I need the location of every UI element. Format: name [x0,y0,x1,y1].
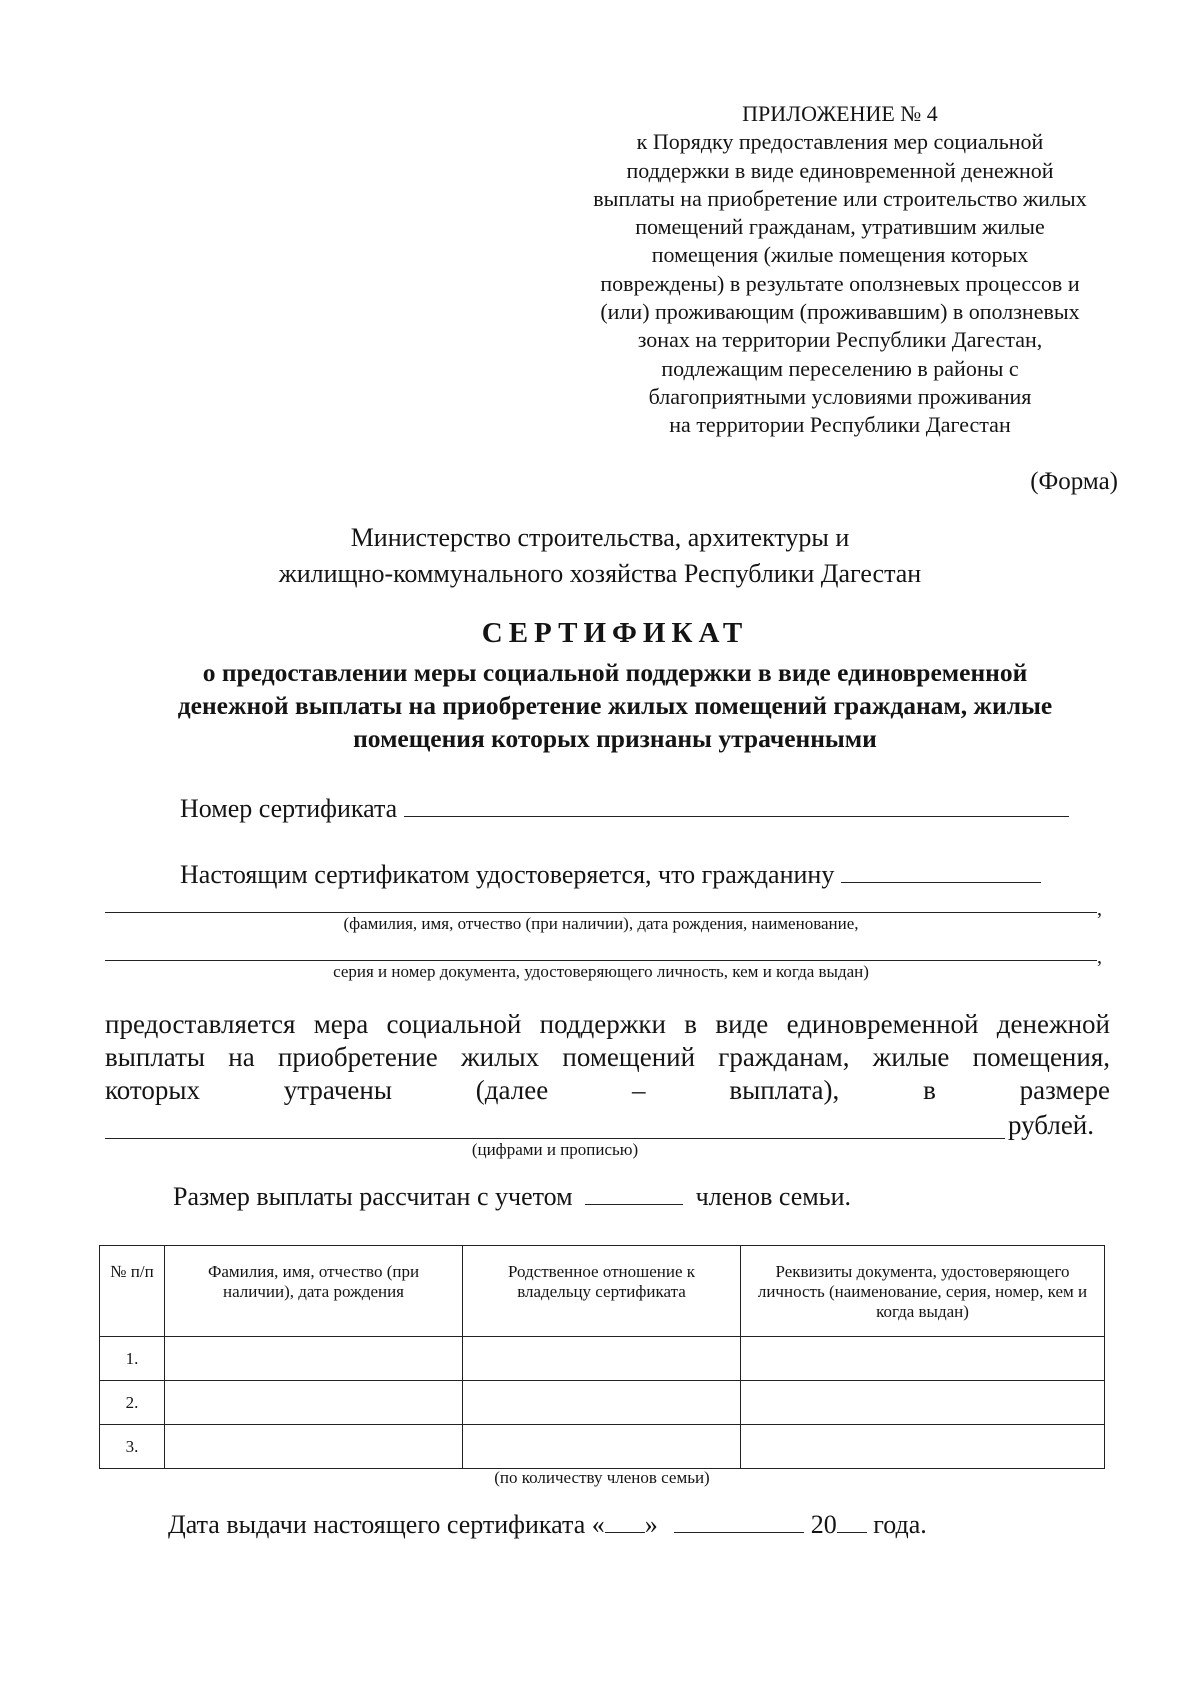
table-header-row [100,1246,1105,1337]
appendix-line: к Порядку предоставления мер социальной [636,129,1044,155]
paragraph-word: выплата), [729,1075,840,1105]
issue-date-suffix: года. [873,1510,927,1539]
appendix-line: (или) проживающим (проживавшим) в оползневых [600,299,1080,325]
table-row [100,1425,1105,1469]
family-members-table [99,1245,1105,1469]
person-caption-2: серия и номер документа, удостоверяющего личность, кем и когда выдан) [333,962,869,981]
subtitle-line: денежной выплаты на приобретение жилых помещений гражданам, жилые [177,691,1053,720]
paragraph-word: размере [1019,1075,1110,1105]
issue-century: 20 [810,1510,837,1539]
relation-cell[interactable] [463,1337,741,1381]
ministry-line: жилищно-коммунального хозяйства Республики Дагестан [278,559,922,588]
close-quote: » [644,1510,658,1539]
paragraph-word: (далее [475,1075,549,1105]
fio-cell[interactable] [165,1425,463,1469]
document-cell[interactable] [741,1425,1105,1469]
header-fio: Фамилия, имя, отчество (при наличии), дата рождения [165,1246,463,1337]
person-caption-1: (фамилия, имя, отчество (при наличии), дата рождения, наименование, [343,914,859,933]
appendix-line: повреждены) в результате оползневых процессов и [600,270,1080,296]
family-size-prefix: Размер выплаты рассчитан с учетом [173,1182,573,1211]
subtitle-line: помещения которых признаны утраченными [353,724,877,753]
appendix-line: помещений гражданам, утратившим жилые [635,214,1045,240]
citizen-document-field[interactable] [105,960,1097,961]
paragraph-line [105,1074,1110,1107]
amount-caption: (цифрами и прописью) [471,1140,639,1159]
table-row [100,1381,1105,1425]
appendix-line: на территории Республики Дагестан [669,412,1011,438]
certificate-number-label: Номер сертификата [180,794,398,823]
citizen-name-field-start[interactable] [841,858,1041,883]
amount-field[interactable] [105,1138,1005,1139]
row-number: 1. [100,1337,165,1381]
appendix-line: выплаты на приобретение или строительство жилых [593,185,1087,211]
issue-day-field[interactable] [605,1508,645,1533]
certificate-title: СЕРТИФИКАТ [481,617,749,649]
appendix-header [560,100,1120,440]
document-cell[interactable] [741,1381,1105,1425]
appendix-line: помещения (жилые помещения которых [651,242,1029,268]
table-row [100,1337,1105,1381]
header-num: № п/п [100,1246,165,1337]
comma: , [1097,946,1102,968]
fio-cell[interactable] [165,1381,463,1425]
appendix-line: подлежащим переселению в районы с [661,355,1019,381]
subtitle-line: о предоставлении меры социальной поддержки в виде единовременной [202,658,1028,687]
family-size-row [173,1180,851,1212]
paragraph-line: предоставляется мера социальной поддержки в виде единовременной денежной [105,1009,1110,1039]
citizen-name-field[interactable] [105,912,1097,913]
document-cell[interactable] [741,1337,1105,1381]
family-size-suffix: членов семьи. [695,1182,851,1211]
form-label: (Форма) [1030,468,1118,495]
fio-cell[interactable] [165,1337,463,1381]
family-size-field[interactable] [585,1180,683,1205]
issue-date-row [168,1508,927,1540]
relation-cell[interactable] [463,1425,741,1469]
table-caption: (по количеству членов семьи) [494,1468,710,1487]
paragraph-word: – [632,1075,646,1105]
certificate-number-row [180,792,1069,824]
ministry-name [0,520,1200,592]
certificate-subtitle [100,656,1130,755]
paragraph-word: которых [105,1075,200,1105]
open-quote: « [591,1510,605,1539]
paragraph-line: выплаты на приобретение жилых помещений гражданам, жилые помещения, [105,1042,1110,1072]
paragraph-word: в [923,1075,936,1105]
issue-year-field[interactable] [837,1508,867,1533]
appendix-line: зонах на территории Республики Дагестан, [637,327,1043,353]
ministry-line: Министерство строительства, архитектуры и [350,523,850,552]
appendix-title: ПРИЛОЖЕНИЕ № 4 [742,101,938,126]
issue-date-label: Дата выдачи настоящего сертификата [168,1510,586,1539]
rubles-label: рублей. [1008,1110,1095,1140]
row-number: 3. [100,1425,165,1469]
paragraph-word: утрачены [283,1075,392,1105]
comma: , [1097,898,1102,920]
relation-cell[interactable] [463,1381,741,1425]
issue-month-field[interactable] [674,1508,804,1533]
appendix-line: благоприятными условиями проживания [648,383,1032,409]
citizen-row [180,858,1041,890]
header-document: Реквизиты документа, удостоверяющего личность (наименование, серия, номер, кем и когда выдан) [741,1246,1105,1337]
header-relation: Родственное отношение к владельцу сертификата [463,1246,741,1337]
certificate-number-field[interactable] [404,792,1069,817]
row-number: 2. [100,1381,165,1425]
payment-paragraph [105,1008,1110,1107]
citizen-label: Настоящим сертификатом удостоверяется, что гражданину [180,860,835,889]
appendix-line: поддержки в виде единовременной денежной [626,157,1054,183]
